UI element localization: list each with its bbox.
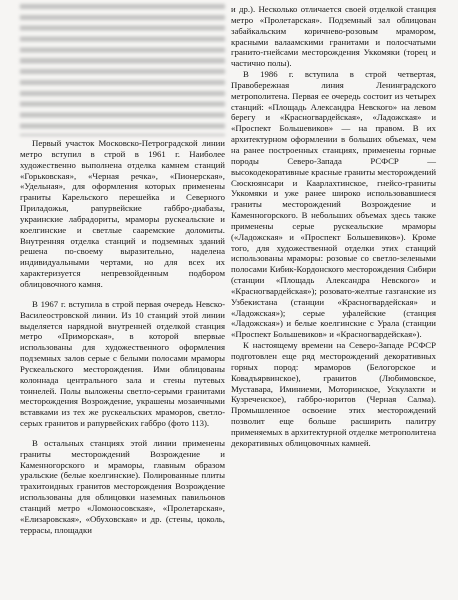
paragraph: и др.). Несколько отличается своей отделкой станция метро «Пролетарская». Подземный зал облицован забайкальским коричнево-розовым мрамором, красными валаамскими гранитами и полосчатыми гранито-гнейсами месторождения Уккомяки (торец и частично полы). (231, 4, 436, 69)
paragraph: В 1986 г. вступила в строй четвертая, Правобережная линия Ленинградского метрополитена. Первая ее очередь состоит из четырех станций: «Площадь Александра Невского» на левом берегу и «Красногвардейская», «Ладожская» и «Проспект Большевиков» — на правом. В их архитектурном оформлении в больших объемах, чем на ранее построенных станциях, применены горные породы Северо-Запада РСФСР — высокодекоративные красные граниты месторождений Сюскюянсари и Кааpлахтинское, гнейсо-граниты Уккомяки и уже ранее широко использовавшиеся граниты месторождений Возрождение и Каменногорского. В небольших объемах здесь также применены серые рускеальские мраморы («Ладожская» и «Проспект Большевиков»). Кроме того, для художественной отделки этих станций использованы мраморы: розовые со светло-зелеными полосами Кибик-Кордонского месторождения Сибири (станции «Площадь Александра Невского» и «Красногвардейская»); розовато-желтые газганские из Узбекистана (станции «Красногвардейская» и «Ладожская»); серые уфалейские (станция «Ладожская») и белые коелгинские с Урала (станции «Проспект Большевиков» и «Красногвардейская»). (231, 69, 436, 340)
paragraph: К настоящему времени на Северо-Западе РСФСР подготовлен еще ряд месторождений декоративных горных пород: мраморов (Белогорское и Ковадъярвинское), гранитов (Любимовское, Муставара, Иминиеми, Моторинское, Ускулахти и Кузреченское), габбро-норитов (Черная Салма). Промышленное освоение этих месторождений позволит еще больше расширить палитру применяемых в архитектурной отделке метрополитена декоративных облицовочных камней. (231, 340, 436, 448)
paragraph: В остальных станциях этой линии применены граниты месторождений Возрождение и Каменногорского и мраморы, главным образом уральские (белые коелгинские). Полированные плиты трахитоидных гранитов месторождения Возрождение использованы для облицовки наземных павильонов станций метро «Ломоносовская», «Пролетарская», «Елизаровская», «Обуховская» и др. (стены, цоколь, террасы, площадки (20, 437, 225, 535)
blurred-text-region (20, 4, 225, 136)
paragraph: Первый участок Московско-Петроградской линии метро вступил в строй в 1961 г. Наиболее художественно выполнена отделка камнем станций «Горьковская», «Черная речка», «Пионерская», «Удельная», для оформления которых применены граниты Карельского перешейка и Северного Приладожья, рапурвейские габбро-диабазы, украинские лабрадориты, мраморы рускеальские и коелгинские и светлые саарeмские доломиты. Внутренняя отделка станций и подземных зданий решена по-своему выразительно, наделена индивидуальными чертами, но для всех их характеризуется непревзойденным подбором облицовочного камня. (20, 138, 225, 289)
left-text-column (20, 4, 225, 536)
paragraph: В 1967 г. вступила в строй первая очередь Невско-Василеостровской линии. Из 10 станций этой линии выделяется нарядной внутренней отделкой станция метро «Приморская», в которой впервые использованы для художественного оформления подземных залов серые с белыми полосами мраморы Рускеальского месторождения. Ими облицованы колоннада центрального зала и стены путевых тоннелей. Полы выложены светло-серыми гранитами месторождения Возрождение, украшены мозаичными вставками из тех же рускеальских мраморов, светло-серых гранитов и рапурвейских габбро (фото 113). (20, 298, 225, 429)
right-text-column (231, 4, 436, 449)
